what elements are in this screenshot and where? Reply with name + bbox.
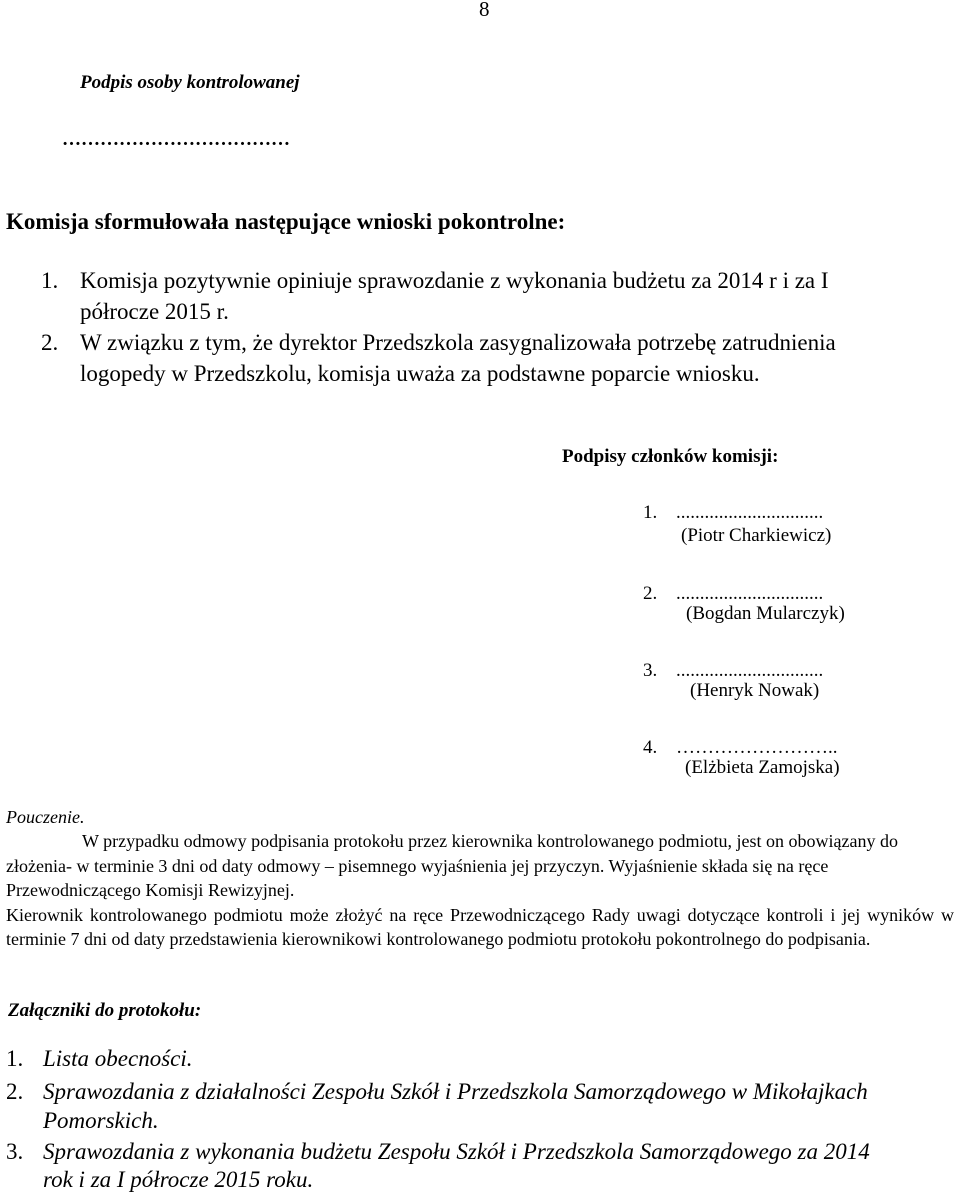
list-item-text-continued: półrocze 2015 r. (80, 299, 229, 324)
member-name: (Henryk Nowak) (690, 680, 820, 701)
list-item-text: Sprawozdania z działalności Zespołu Szkół i Przedszkola Samorządowego w Mikołajkach (43, 1079, 868, 1104)
list-item-text: W związku z tym, że dyrektor Przedszkola zasygnalizowała potrzebę zatrudnienia (80, 330, 836, 355)
member-signature-line: …………………….. (676, 737, 838, 758)
member-number: 1. (643, 502, 658, 523)
list-item-number: 2. (6, 1079, 24, 1104)
list-item-number: 1. (41, 268, 59, 293)
member-name: (Elżbieta Zamojska) (685, 757, 840, 778)
member-number: 4. (643, 737, 658, 758)
list-item-text: Sprawozdania z wykonania budżetu Zespołu Szkół i Przedszkola Samorządowego za 2014 (43, 1139, 870, 1164)
list-item-text: Komisja pozytywnie opiniuje sprawozdanie z wykonania budżetu za 2014 r i za I (80, 268, 829, 293)
commission-signatures-heading: Podpisy członków komisji: (562, 446, 779, 467)
list-item-text-continued: Pomorskich. (43, 1108, 159, 1133)
member-name: (Bogdan Mularczyk) (686, 603, 845, 624)
list-item-text-continued: rok i za I półrocze 2015 roku. (43, 1167, 314, 1192)
list-item-number: 2. (41, 330, 59, 355)
notice-paragraph: W przypadku odmowy podpisania protokołu przez kierownika kontrolowanego podmiotu, jest on obowiązany do złożenia- w terminie 3 dni od daty odmowy – pisemnego wyjaśnienia jej przyczyn. Wyjaśnienie składa się na ręce Przewodniczącego Komisji Rewizyjnej. (6, 831, 898, 900)
list-item-number: 3. (6, 1139, 24, 1164)
notice-paragraph: Kierownik kontrolowanego podmiotu może złożyć na ręce Przewodniczącego Rady uwagi dotyczące kontroli i jej wyników w terminie 7 dni od daty przedstawienia kierownikowi kontrolowanego podmiotu protokołu pokontrolnego do podpisania. (6, 904, 954, 949)
controlled-person-signature-label: Podpis osoby kontrolowanej (80, 72, 300, 93)
member-number: 2. (643, 583, 658, 604)
member-number: 3. (643, 660, 658, 681)
list-item-text: Lista obecności. (43, 1046, 193, 1071)
member-signature-line: ............................... (676, 502, 824, 523)
controlled-person-signature-line: ……………………………… (62, 129, 290, 150)
conclusions-heading: Komisja sformułowała następujące wnioski pokontrolne: (6, 209, 566, 234)
notice-label: Pouczenie. (6, 807, 85, 827)
member-signature-line: ............................... (676, 660, 824, 681)
attachments-heading: Załączniki do protokołu: (8, 1000, 202, 1021)
list-item-number: 1. (6, 1046, 24, 1071)
page-number: 8 (479, 0, 490, 21)
list-item-text-continued: logopedy w Przedszkolu, komisja uważa za podstawne poparcie wniosku. (80, 361, 760, 386)
notice-text (6, 829, 954, 952)
member-name: (Piotr Charkiewicz) (681, 525, 832, 546)
member-signature-line: ............................... (676, 583, 824, 604)
